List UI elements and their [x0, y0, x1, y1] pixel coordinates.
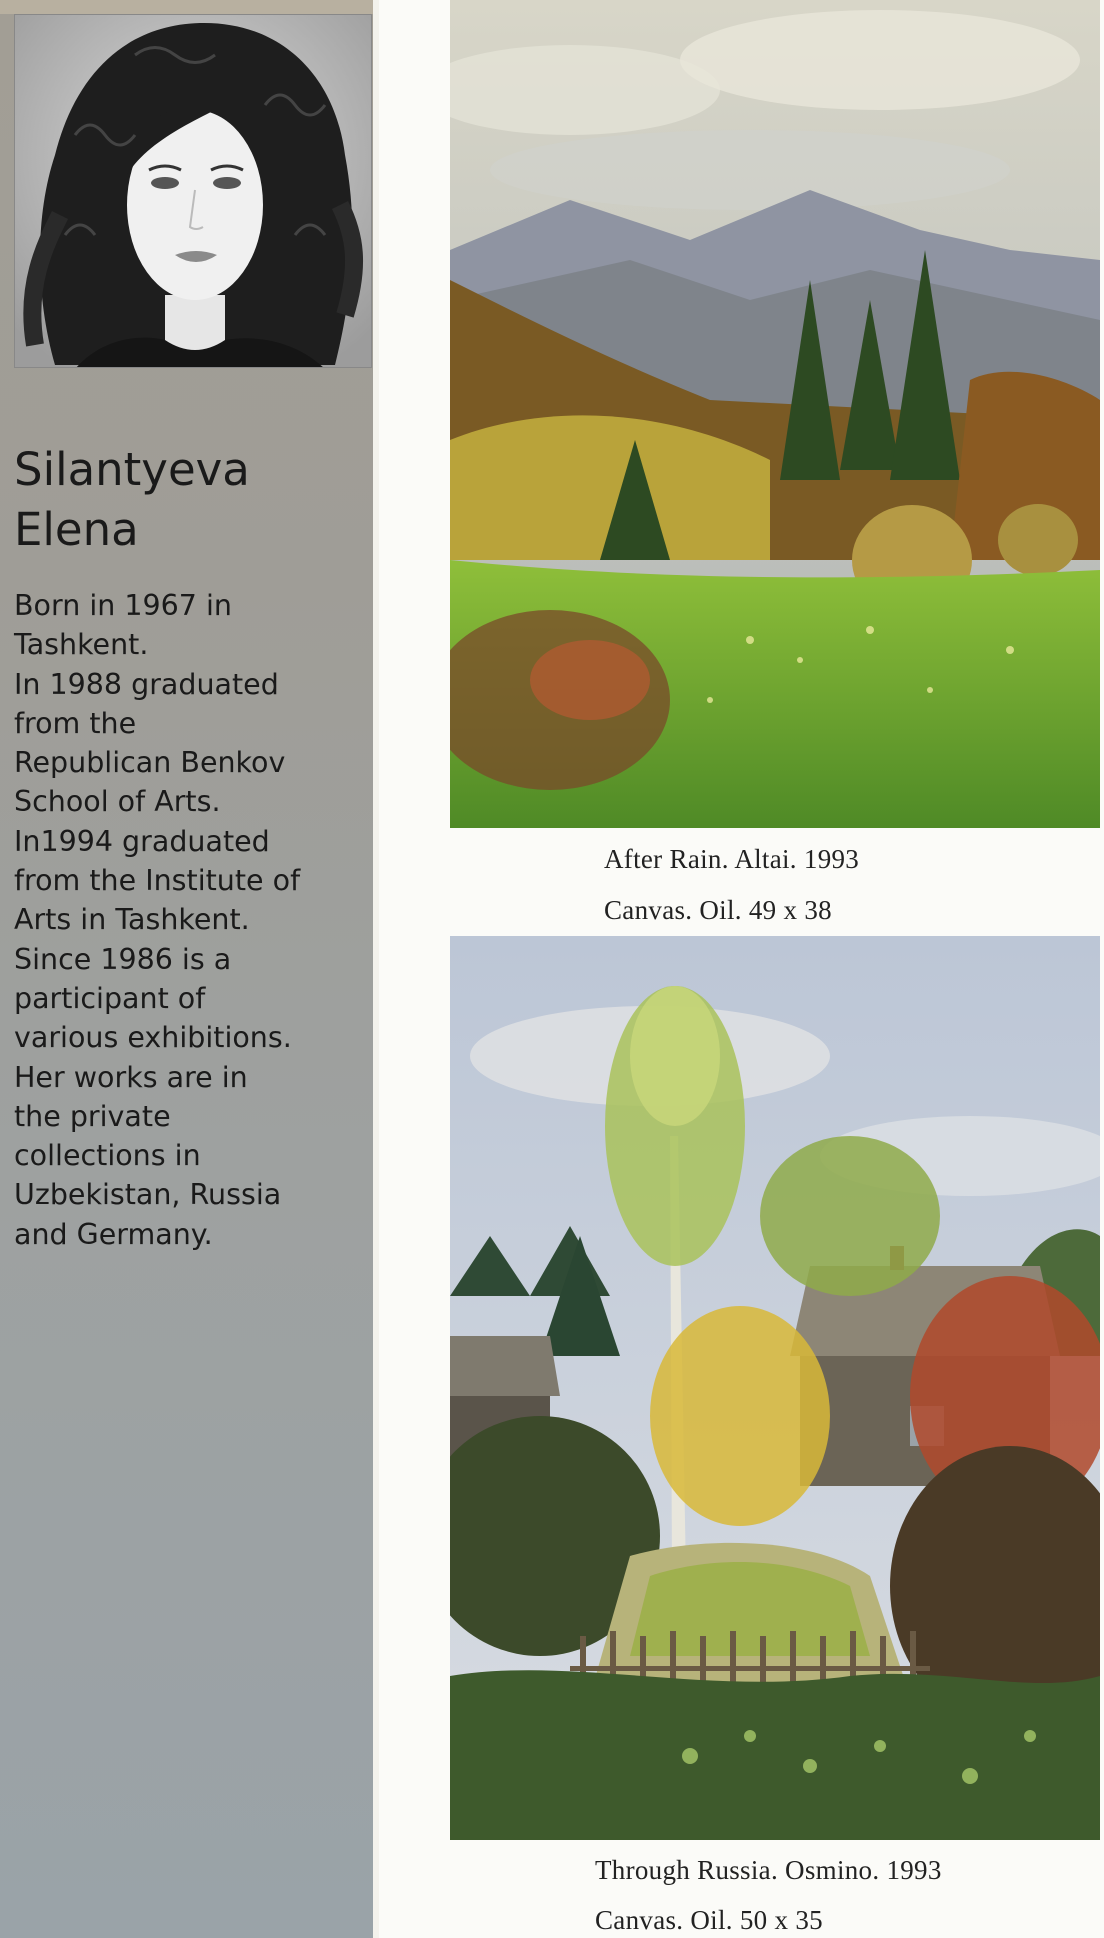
sidebar-divider: [373, 0, 379, 1938]
bio-line: In 1988 graduated: [14, 667, 279, 701]
artist-name-line: Elena: [14, 503, 139, 556]
bio-line: Her works are in: [14, 1060, 248, 1094]
bio-line: Uzbekistan, Russia: [14, 1178, 282, 1212]
bio-line: the private: [14, 1099, 171, 1133]
bio-line: In1994 graduated: [14, 824, 270, 858]
painting-2-medium: Canvas. Oil. 50 x 35: [595, 1905, 823, 1935]
painting-1-medium: Canvas. Oil. 49 x 38: [604, 895, 832, 925]
bio-line: from the Institute of: [14, 864, 301, 898]
artist-name-line: Silantyeva: [14, 443, 250, 496]
landscape-painting-image: [450, 0, 1100, 828]
village-painting-image: [450, 936, 1100, 1840]
artist-portrait: [14, 14, 372, 368]
artist-bio: [14, 586, 364, 1254]
bio-line: Arts in Tashkent.: [14, 903, 250, 937]
bio-line: Republican Benkov: [14, 746, 286, 780]
sidebar-top-band: [0, 0, 373, 14]
portrait-image: [15, 15, 372, 368]
bio-line: from the: [14, 706, 137, 740]
bio-line: and Germany.: [14, 1217, 213, 1251]
bio-line: Born in 1967 in: [14, 589, 232, 622]
painting-through-russia-osmino: [450, 936, 1100, 1840]
bio-line: various exhibitions.: [14, 1021, 292, 1055]
bio-line: School of Arts.: [14, 785, 221, 819]
bio-line: collections in: [14, 1139, 201, 1173]
bio-line: Tashkent.: [14, 628, 149, 662]
painting-1-title: After Rain. Altai. 1993: [604, 844, 860, 874]
bio-line: participant of: [14, 981, 206, 1015]
painting-after-rain-altai: [450, 0, 1100, 828]
painting-2-title: Through Russia. Osmino. 1993: [595, 1855, 942, 1885]
bio-line: Since 1986 is a: [14, 942, 232, 976]
artist-name: [14, 440, 364, 560]
artist-sidebar: [0, 0, 373, 1938]
